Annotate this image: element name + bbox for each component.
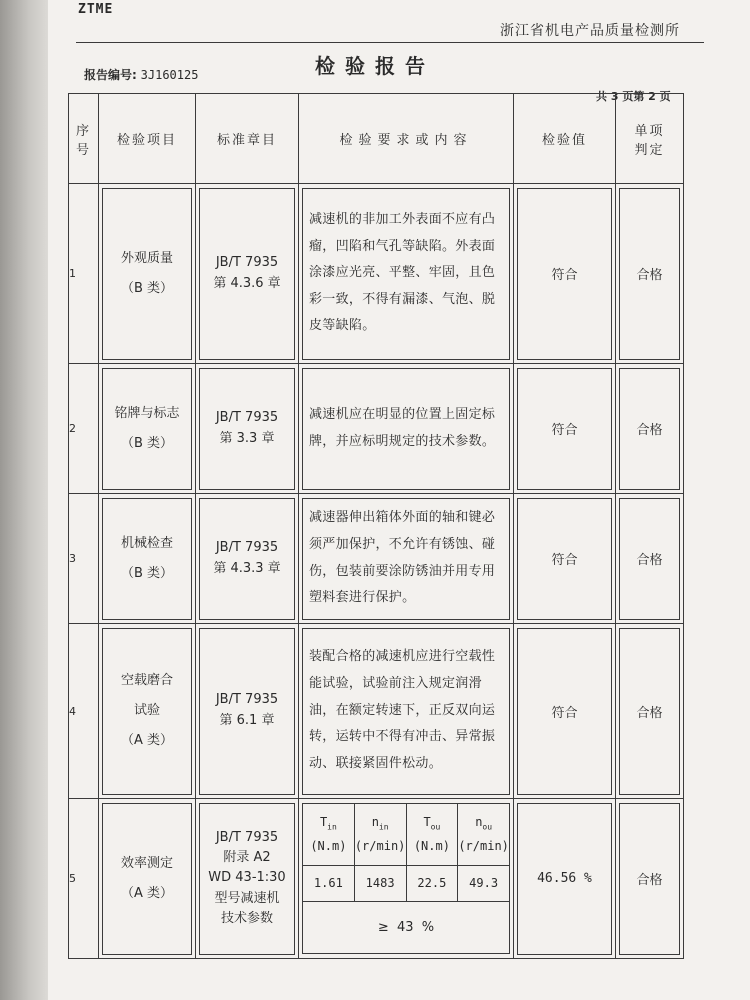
row-standard-line: WD 43-1:30 <box>208 870 286 886</box>
efficiency-unit: (r/min) <box>354 839 406 854</box>
row-verdict-cell <box>616 624 684 799</box>
efficiency-table <box>302 803 510 954</box>
table-row <box>69 799 684 959</box>
row-verdict: 合格 <box>619 628 680 795</box>
efficiency-symbol: T <box>423 814 431 829</box>
row-standard-cell <box>196 184 299 364</box>
efficiency-value-row <box>303 865 510 901</box>
efficiency-header-row <box>303 803 510 865</box>
table-row <box>69 494 684 624</box>
col-verdict-line-1: 单项 <box>634 123 665 139</box>
row-item-line: 效率测定 <box>120 855 173 871</box>
efficiency-block <box>302 803 510 955</box>
row-value-cell <box>514 364 616 494</box>
row-verdict: 合格 <box>619 498 680 620</box>
efficiency-value: 1.61 <box>303 865 355 901</box>
table-row <box>69 624 684 799</box>
row-item-line: 试验 <box>133 703 160 719</box>
efficiency-symbol: n <box>371 814 379 829</box>
report-number <box>84 66 198 83</box>
row-value: 符合 <box>517 368 612 490</box>
row-item-line: （B 类） <box>120 280 174 296</box>
efficiency-subscript: in <box>378 822 389 832</box>
col-seq-line-1: 序 <box>75 123 91 139</box>
row-value-cell <box>514 799 616 959</box>
report-number-label: 报告编号: <box>84 68 137 82</box>
col-item: 检验项目 <box>99 94 196 184</box>
row-standard-line: JB/T 7935 <box>215 830 279 846</box>
efficiency-unit: (N.m) <box>310 839 347 854</box>
row-requirement: 减速器伸出箱体外面的轴和键必须严加保护，不允许有锈蚀、碰伤，包装前要涂防锈油并用专用塑料套进行保护。 <box>302 498 510 620</box>
header-logo: ZTME <box>78 2 114 17</box>
row-verdict-cell <box>616 799 684 959</box>
row-value: 符合 <box>517 628 612 795</box>
row-item <box>102 368 192 490</box>
row-number: 1 <box>69 184 99 364</box>
row-item-cell <box>99 799 196 959</box>
row-standard <box>199 368 295 490</box>
row-item-cell <box>99 494 196 624</box>
row-requirement: 减速机的非加工外表面不应有凸瘤，凹陷和气孔等缺陷。外表面涂漆应光亮、平整、牢固，且色彩一致，不得有漏漆、气泡、脱皮等缺陷。 <box>302 188 510 360</box>
efficiency-unit: (r/min) <box>458 839 509 854</box>
row-value: 符合 <box>517 188 612 360</box>
page-title: 检验报告 <box>315 54 435 78</box>
row-standard-line: 附录 A2 <box>223 850 271 866</box>
row-standard <box>199 628 295 795</box>
row-standard-line: 第 6.1 章 <box>219 713 275 728</box>
row-number: 5 <box>69 799 99 959</box>
row-item-cell <box>99 624 196 799</box>
row-standard-line: 型号减速机 <box>214 890 280 906</box>
efficiency-subscript: ou <box>430 822 441 832</box>
row-standard-cell <box>196 494 299 624</box>
row-standard-line: 第 3.3 章 <box>219 430 275 446</box>
row-requirement: 减速机应在明显的位置上固定标牌，并应标明规定的技术参数。 <box>302 368 510 490</box>
row-item-line: 空载磨合 <box>120 673 173 689</box>
row-item <box>102 188 192 360</box>
row-value: 46.56 % <box>517 803 612 955</box>
row-item-line: （A 类） <box>120 885 174 901</box>
row-requirement-cell <box>299 364 514 494</box>
row-item-line: （B 类） <box>120 565 174 581</box>
row-standard-line: JB/T 7935 <box>215 692 279 708</box>
efficiency-subscript: ou <box>482 822 493 832</box>
book-binding <box>0 0 48 1000</box>
inspection-table <box>68 93 684 959</box>
row-verdict-cell <box>616 364 684 494</box>
table-header-row <box>69 94 684 184</box>
row-item-line: 机械检查 <box>120 535 173 551</box>
col-requirement: 检验要求或内容 <box>299 94 514 184</box>
row-standard-line: 第 4.3.3 章 <box>213 560 281 576</box>
efficiency-requirement-row <box>303 901 510 953</box>
row-item <box>102 803 192 955</box>
col-seq <box>69 94 99 184</box>
row-value-cell <box>514 624 616 799</box>
row-standard-line: 第 4.3.6 章 <box>213 275 281 291</box>
row-number: 3 <box>69 494 99 624</box>
row-standard-line: 技术参数 <box>220 910 273 926</box>
efficiency-header <box>458 803 510 865</box>
efficiency-subscript: in <box>327 822 337 832</box>
row-standard <box>199 803 295 955</box>
header-organization: 浙江省机电产品质量检测所 <box>500 23 680 39</box>
table-row <box>69 184 684 364</box>
row-value: 符合 <box>517 498 612 620</box>
efficiency-symbol: n <box>475 814 483 829</box>
row-standard-line: JB/T 7935 <box>215 409 279 425</box>
row-requirement-cell <box>299 184 514 364</box>
efficiency-unit: (N.m) <box>413 839 450 854</box>
header-divider <box>76 42 704 43</box>
row-standard-cell <box>196 364 299 494</box>
page-info: 共 3 页第 2 页 <box>596 90 671 103</box>
row-number: 4 <box>69 624 99 799</box>
row-standard-line: JB/T 7935 <box>215 254 279 270</box>
row-requirement: 装配合格的减速机应进行空载性能试验，试验前注入规定润滑油，在额定转速下，正反双向运转，运转中不得有冲击、异常振动、联接紧固件松动。 <box>302 628 510 795</box>
row-requirement-cell <box>299 624 514 799</box>
row-standard <box>199 188 295 360</box>
row-verdict: 合格 <box>619 188 680 360</box>
row-item-line: 外观质量 <box>120 250 173 266</box>
row-item-line: 铭牌与标志 <box>114 405 180 421</box>
efficiency-header <box>406 803 458 865</box>
col-standard: 标准章目 <box>196 94 299 184</box>
row-item-line: （A 类） <box>120 732 174 748</box>
efficiency-header <box>303 803 355 865</box>
row-number: 2 <box>69 364 99 494</box>
efficiency-header <box>354 803 406 865</box>
row-item <box>102 628 192 795</box>
efficiency-requirement: ≥ 43 % <box>303 901 510 953</box>
row-standard-cell <box>196 799 299 959</box>
row-verdict: 合格 <box>619 803 680 955</box>
row-verdict-cell <box>616 184 684 364</box>
row-verdict: 合格 <box>619 368 680 490</box>
efficiency-symbol: T <box>319 814 328 829</box>
row-verdict-cell <box>616 494 684 624</box>
efficiency-value: 1483 <box>354 865 406 901</box>
row-requirement-cell <box>299 494 514 624</box>
col-seq-line-2: 号 <box>75 142 91 158</box>
row-value-cell <box>514 184 616 364</box>
efficiency-value: 22.5 <box>406 865 458 901</box>
efficiency-value: 49.3 <box>458 865 510 901</box>
row-item-cell <box>99 184 196 364</box>
table-row <box>69 364 684 494</box>
row-standard <box>199 498 295 620</box>
row-item-cell <box>99 364 196 494</box>
row-standard-cell <box>196 624 299 799</box>
row-item <box>102 498 192 620</box>
col-value: 检验值 <box>514 94 616 184</box>
efficiency-cell <box>299 799 514 959</box>
col-verdict <box>616 94 684 184</box>
col-verdict-line-2: 判定 <box>634 142 665 158</box>
row-item-line: （B 类） <box>120 435 174 451</box>
report-number-value: 3J160125 <box>140 68 199 82</box>
row-standard-line: JB/T 7935 <box>215 539 279 555</box>
row-value-cell <box>514 494 616 624</box>
